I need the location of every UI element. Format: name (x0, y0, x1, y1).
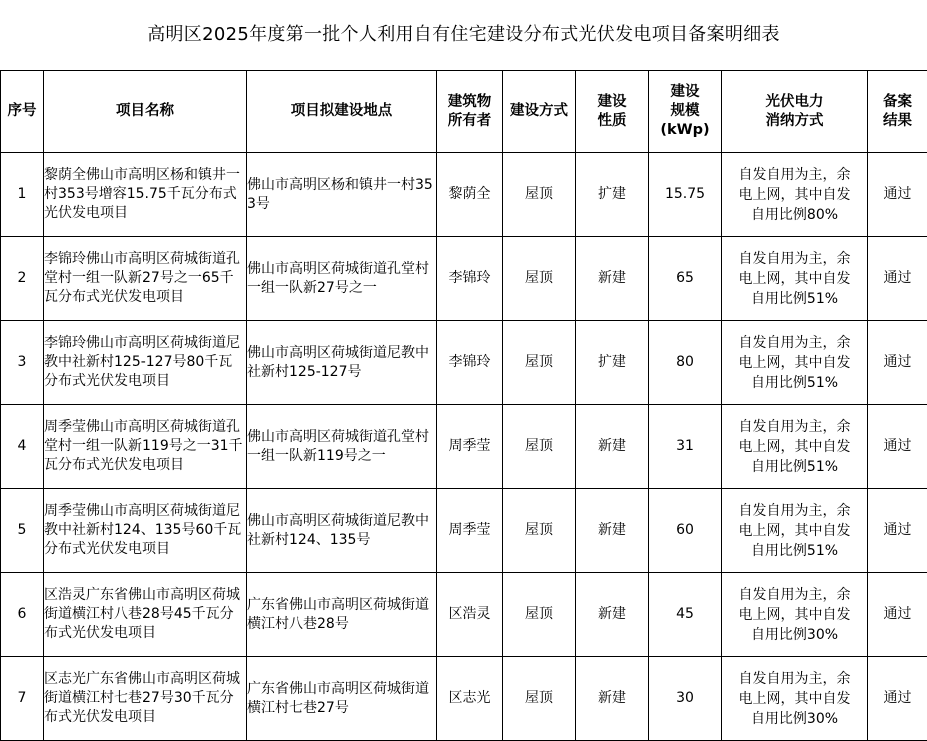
cell-result: 通过 (868, 321, 927, 405)
cell-owner: 周季莹 (437, 489, 503, 573)
cell-consume (722, 405, 868, 489)
cell-project-name (44, 153, 247, 237)
cell-location (247, 237, 437, 321)
cell-method: 屋顶 (503, 153, 576, 237)
cell-seq: 1 (1, 153, 44, 237)
consume-line2: 电上网，其中自发 (738, 606, 851, 623)
cell-consume (722, 573, 868, 657)
consume-line3: 自用比例51% (750, 458, 839, 475)
cell-location (247, 321, 437, 405)
header-result-line2: 结果 (883, 112, 912, 129)
cell-consume (722, 237, 868, 321)
cell-scale: 30 (649, 657, 722, 741)
cell-result: 通过 (868, 405, 927, 489)
table-row (1, 573, 927, 657)
location-text: 佛山市高明区荷城街道尼教中社新村124、135号 (247, 512, 429, 548)
header-result (868, 71, 927, 153)
cell-owner: 李锦玲 (437, 237, 503, 321)
location-text: 广东省佛山市高明区荷城街道横江村七巷27号 (247, 680, 429, 716)
filing-table (0, 70, 927, 741)
cell-location (247, 489, 437, 573)
cell-seq: 7 (1, 657, 44, 741)
table-row (1, 657, 927, 741)
cell-nature: 新建 (576, 657, 649, 741)
location-text: 佛山市高明区荷城街道尼教中社新村125-127号 (247, 344, 429, 380)
cell-owner: 区志光 (437, 657, 503, 741)
cell-result: 通过 (868, 657, 927, 741)
cell-owner: 李锦玲 (437, 321, 503, 405)
consume-line3: 自用比例30% (750, 710, 839, 727)
consume-line1: 自发自用为主，余 (738, 670, 851, 687)
cell-project-name (44, 321, 247, 405)
cell-location (247, 405, 437, 489)
cell-seq: 6 (1, 573, 44, 657)
cell-seq: 4 (1, 405, 44, 489)
table-row (1, 237, 927, 321)
table-row (1, 153, 927, 237)
cell-scale: 65 (649, 237, 722, 321)
cell-method: 屋顶 (503, 405, 576, 489)
table-row (1, 405, 927, 489)
header-location: 项目拟建设地点 (247, 71, 437, 153)
header-nature-line1: 建设 (597, 93, 627, 110)
cell-owner: 周季莹 (437, 405, 503, 489)
header-scale (649, 71, 722, 153)
cell-location (247, 657, 437, 741)
consume-line2: 电上网，其中自发 (738, 438, 851, 455)
header-owner (437, 71, 503, 153)
cell-method: 屋顶 (503, 657, 576, 741)
cell-scale: 15.75 (649, 153, 722, 237)
consume-line2: 电上网，其中自发 (738, 186, 851, 203)
consume-line1: 自发自用为主，余 (738, 166, 851, 183)
cell-scale: 80 (649, 321, 722, 405)
cell-nature: 新建 (576, 237, 649, 321)
cell-consume (722, 657, 868, 741)
cell-result: 通过 (868, 573, 927, 657)
cell-consume (722, 153, 868, 237)
table-row (1, 489, 927, 573)
header-owner-line2: 所有者 (447, 112, 492, 129)
cell-project-name (44, 573, 247, 657)
cell-owner: 黎荫全 (437, 153, 503, 237)
cell-project-name (44, 489, 247, 573)
header-scale-line1: 建设 (670, 84, 700, 100)
cell-scale: 31 (649, 405, 722, 489)
cell-result: 通过 (868, 237, 927, 321)
consume-line1: 自发自用为主，余 (738, 418, 851, 435)
cell-seq: 3 (1, 321, 44, 405)
header-scale-line2: 规模 (670, 103, 700, 119)
cell-project-name (44, 237, 247, 321)
header-seq: 序号 (1, 71, 44, 153)
header-row (1, 71, 927, 153)
header-scale-line3: (kWp) (660, 122, 710, 138)
header-consume-line1: 光伏电力 (765, 93, 824, 110)
cell-consume (722, 489, 868, 573)
cell-nature: 新建 (576, 573, 649, 657)
cell-seq: 2 (1, 237, 44, 321)
project-name-text: 黎荫全佛山市高明区杨和镇井一村353号增容15.75千瓦分布式光伏发电项目 (44, 167, 240, 221)
consume-line1: 自发自用为主，余 (738, 334, 851, 351)
project-name-text: 李锦玲佛山市高明区荷城街道尼教中社新村125-127号80千瓦分布式光伏发电项目 (44, 335, 240, 389)
consume-line1: 自发自用为主，余 (738, 250, 851, 267)
header-nature-line2: 性质 (597, 112, 627, 129)
header-consume (722, 71, 868, 153)
consume-line3: 自用比例51% (750, 374, 839, 391)
cell-nature: 扩建 (576, 321, 649, 405)
consume-line2: 电上网，其中自发 (738, 354, 851, 371)
cell-method: 屋顶 (503, 321, 576, 405)
cell-nature: 扩建 (576, 153, 649, 237)
cell-seq: 5 (1, 489, 44, 573)
header-consume-line2: 消纳方式 (765, 112, 824, 129)
consume-line2: 电上网，其中自发 (738, 522, 851, 539)
header-owner-line1: 建筑物 (447, 93, 492, 110)
consume-line1: 自发自用为主，余 (738, 586, 851, 603)
location-text: 广东省佛山市高明区荷城街道横江村八巷28号 (247, 596, 429, 632)
cell-nature: 新建 (576, 405, 649, 489)
cell-method: 屋顶 (503, 573, 576, 657)
consume-line1: 自发自用为主，余 (738, 502, 851, 519)
cell-scale: 60 (649, 489, 722, 573)
consume-line3: 自用比例51% (750, 290, 839, 307)
header-nature (576, 71, 649, 153)
cell-project-name (44, 405, 247, 489)
cell-result: 通过 (868, 489, 927, 573)
consume-line3: 自用比例80% (750, 206, 839, 223)
table-row (1, 321, 927, 405)
project-name-text: 李锦玲佛山市高明区荷城街道孔堂村一组一队新27号之一65千瓦分布式光伏发电项目 (44, 251, 240, 305)
cell-nature: 新建 (576, 489, 649, 573)
page-title: 高明区2025年度第一批个人利用自有住宅建设分布式光伏发电项目备案明细表 (147, 24, 780, 45)
cell-method: 屋顶 (503, 237, 576, 321)
cell-result: 通过 (868, 153, 927, 237)
consume-line2: 电上网，其中自发 (738, 690, 851, 707)
project-name-text: 区浩灵广东省佛山市高明区荷城街道横江村八巷28号45千瓦分布式光伏发电项目 (44, 587, 240, 641)
location-text: 佛山市高明区荷城街道孔堂村一组一队新27号之一 (247, 260, 429, 296)
header-name: 项目名称 (44, 71, 247, 153)
project-name-text: 周季莹佛山市高明区荷城街道孔堂村一组一队新119号之一31千瓦分布式光伏发电项目 (44, 419, 243, 473)
cell-location (247, 573, 437, 657)
header-result-line1: 备案 (883, 93, 912, 110)
location-text: 佛山市高明区杨和镇井一村353号 (247, 176, 433, 212)
cell-owner: 区浩灵 (437, 573, 503, 657)
cell-scale: 45 (649, 573, 722, 657)
project-name-text: 区志光广东省佛山市高明区荷城街道横江村七巷27号30千瓦分布式光伏发电项目 (44, 671, 240, 725)
consume-line2: 电上网，其中自发 (738, 270, 851, 287)
header-method: 建设方式 (503, 71, 576, 153)
consume-line3: 自用比例30% (750, 626, 839, 643)
location-text: 佛山市高明区荷城街道孔堂村一组一队新119号之一 (247, 428, 429, 464)
cell-location (247, 153, 437, 237)
project-name-text: 周季莹佛山市高明区荷城街道尼教中社新村124、135号60千瓦分布式光伏发电项目 (44, 503, 242, 557)
cell-method: 屋顶 (503, 489, 576, 573)
consume-line3: 自用比例51% (750, 542, 839, 559)
cell-project-name (44, 657, 247, 741)
cell-consume (722, 321, 868, 405)
